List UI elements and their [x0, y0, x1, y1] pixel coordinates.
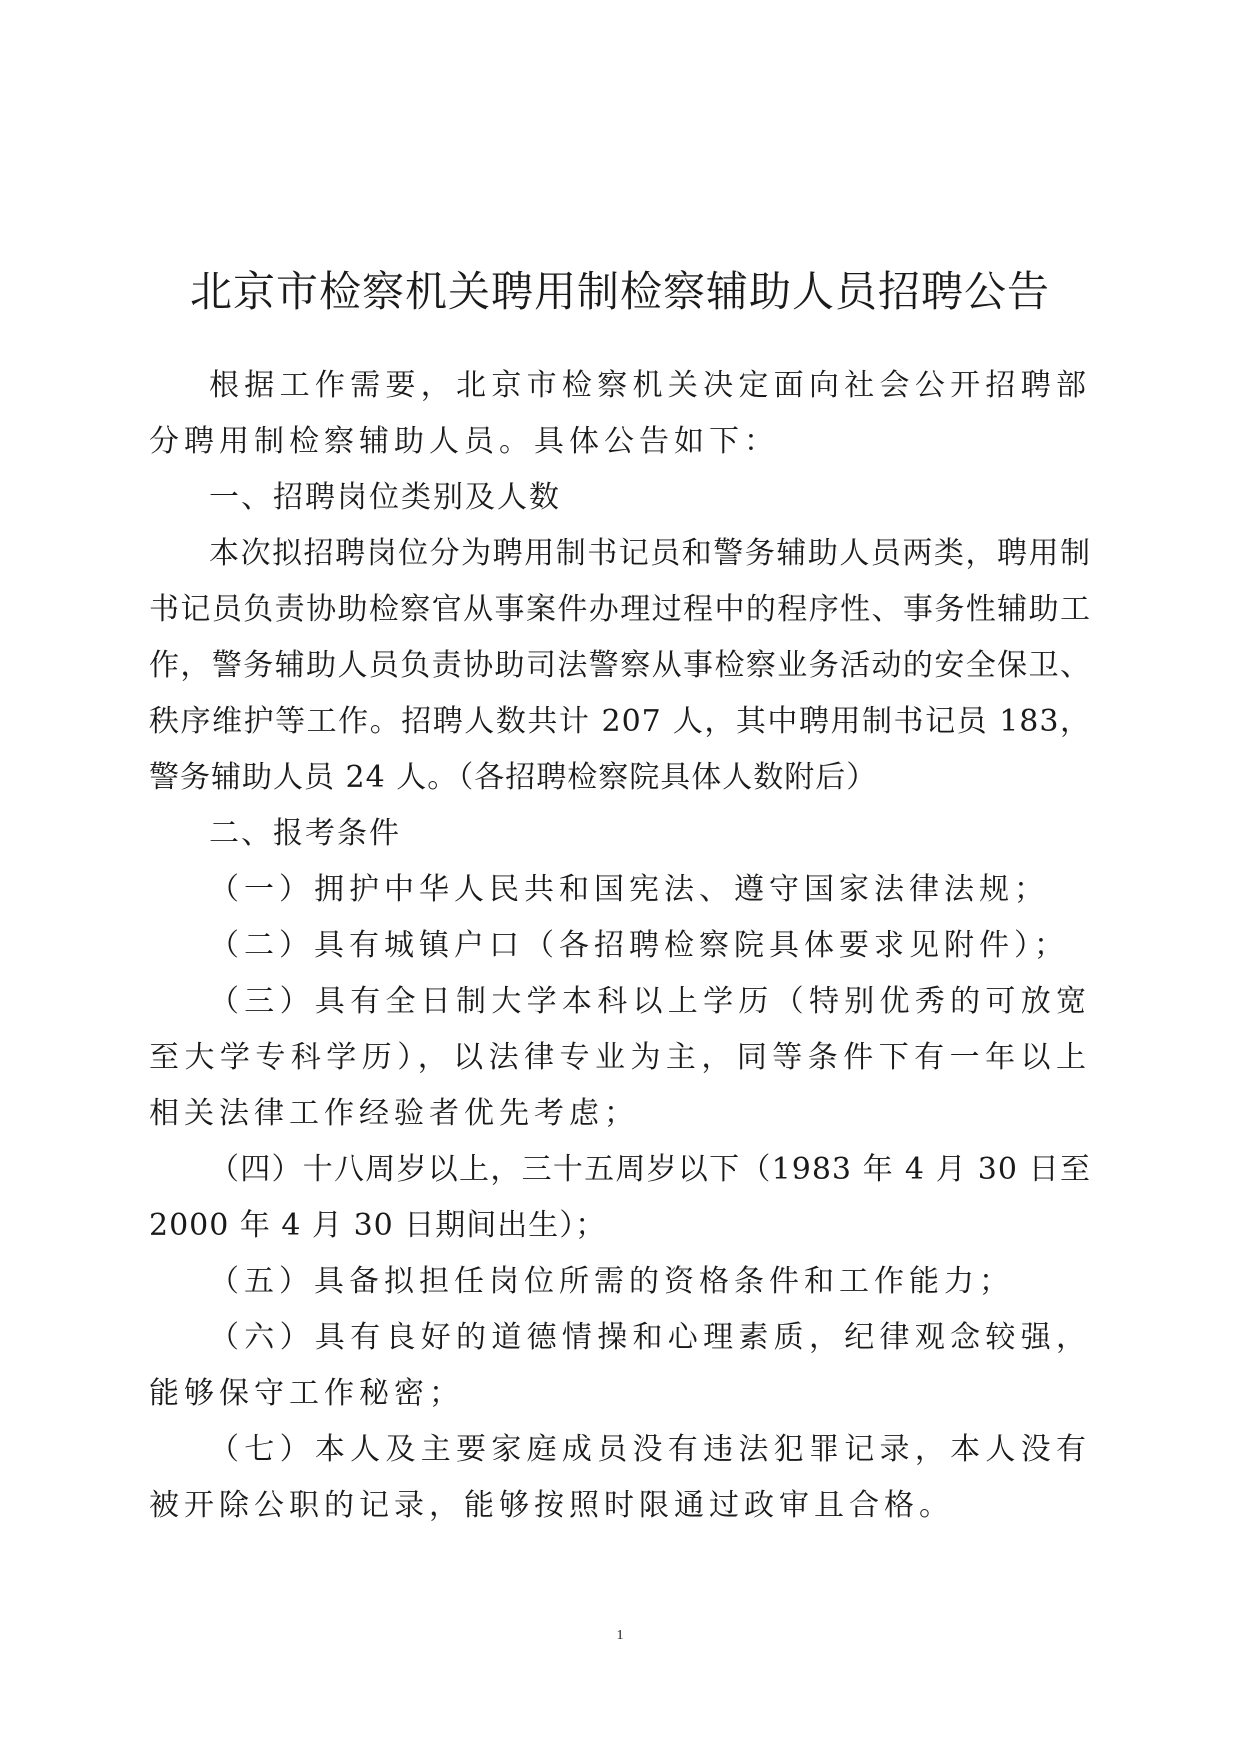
- document-body: [149, 358, 1091, 1534]
- requirement-item-7: （七）本人及主要家庭成员没有违法犯罪记录，本人没有被开除公职的记录，能够按照时限通过政审且合格。: [149, 1432, 1091, 1523]
- requirement-item-1: （一）拥护中华人民共和国宪法、遵守国家法律法规；: [209, 872, 1049, 907]
- requirement-item-4: （四）十八周岁以上，三十五周岁以下（1983 年 4 月 30 日至 2000 年 4 月 30 日期间出生）；: [149, 1152, 1091, 1243]
- requirement-item-3: （三）具有全日制大学本科以上学历（特别优秀的可放宽至大学专科学历），以法律专业为主，同等条件下有一年以上相关法律工作经验者优先考虑；: [149, 984, 1091, 1131]
- section-heading-requirements: 二、报考条件: [209, 816, 401, 851]
- requirement-item-6: （六）具有良好的道德情操和心理素质，纪律观念较强，能够保守工作秘密；: [149, 1320, 1091, 1411]
- document-title: 北京市检察机关聘用制检察辅助人员招聘公告: [189, 267, 1050, 316]
- positions-paragraph: 本次拟招聘岗位分为聘用制书记员和警务辅助人员两类，聘用制书记员负责协助检察官从事案件办理过程中的程序性、事务性辅助工作，警务辅助人员负责协助司法警察从事检察业务活动的安全保卫、秩序维护等工作。招聘人数共计 207 人，其中聘用制书记员 183，警务辅助人员 24 人。（各招聘检察院具体人数附后）: [149, 536, 1091, 795]
- intro-paragraph: 根据工作需要，北京市检察机关决定面向社会公开招聘部分聘用制检察辅助人员。具体公告如下：: [149, 368, 1091, 459]
- requirement-item-2: （二）具有城镇户口（各招聘检察院具体要求见附件）；: [209, 928, 1069, 963]
- requirement-item-5: （五）具备拟担任岗位所需的资格条件和工作能力；: [209, 1264, 1014, 1299]
- section-heading-positions: 一、招聘岗位类别及人数: [209, 480, 561, 515]
- page-number: 1: [616, 1628, 624, 1643]
